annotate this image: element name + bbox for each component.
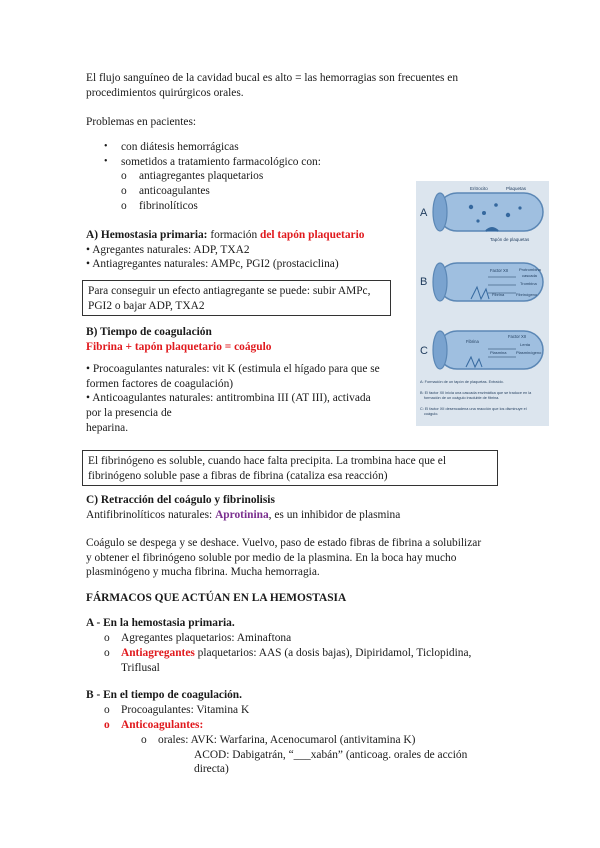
note-box-fibrinogeno <box>82 450 498 486</box>
label-fibrinogeno: Fibrinógeno <box>516 292 538 297</box>
section-b-line-2: formen factores de coagulación) <box>86 377 234 390</box>
drugs-b-title <box>86 688 242 703</box>
subbullet: o <box>104 647 110 659</box>
section-b-title: B) Tiempo de coagulación <box>86 326 212 338</box>
section-a <box>86 228 406 272</box>
section-b <box>86 325 416 435</box>
section-a-title-line <box>86 228 406 243</box>
section-a-highlight: del tapón plaquetario <box>260 229 365 241</box>
subbullet: o <box>141 734 147 746</box>
label-fibrina-b: Fibrina <box>492 292 505 297</box>
figure-label-c: C <box>420 345 428 357</box>
caption-c-1: C: El factor XII desencadena una reacción que los disminuye el <box>420 407 527 411</box>
label-tapon: Tapón de plaquetas <box>490 237 530 242</box>
label-cascada: cascada <box>522 273 537 278</box>
section-c-para-1: Coágulo se despega y se deshace. Vuelvo, paso de estado fibras de fibrina a solubilizar <box>86 537 482 550</box>
anticoagulantes-highlight: Anticoagulantes: <box>121 719 204 731</box>
figure-label-a: A <box>420 207 428 219</box>
intro-paragraph <box>86 71 506 100</box>
antiagregantes-highlight: Antiagregantes <box>121 647 195 659</box>
hemostasis-figure <box>416 181 549 426</box>
label-trombina: Trombina <box>520 281 537 286</box>
caption-b-1: B: El factor XII inicia una cascada enzimática que se traduce en la <box>420 391 532 395</box>
section-c-para-2: y obtener el fibrinógeno soluble por medio de la plasmina. En la boca hay mucho <box>86 551 457 564</box>
subitem-text: antiagregantes plaquetarios <box>139 170 264 182</box>
box1-line-2: PGI2 o bajar ADP, TXA2 <box>88 299 205 312</box>
subitem-text: fibrinolíticos <box>139 200 198 212</box>
aprotinina-highlight: Aprotinina <box>215 508 269 521</box>
drugs-b-title-text: B - En el tiempo de coagulación. <box>86 689 242 701</box>
drugs-a-item-2-text: plaquetarios: AAS (a dosis bajas), Dipiridamol, Ticlopidina, <box>194 647 472 659</box>
section-c-post: , es un inhibidor de plasmina <box>268 508 401 521</box>
problems-item-2: sometidos a tratamiento farmacológico con: <box>121 156 321 168</box>
vessel-a <box>433 193 543 231</box>
label-factor-c: Factor XII <box>508 334 527 339</box>
intro-line-2: procedimientos quirúrgicos orales. <box>86 86 244 99</box>
section-c-antifib <box>86 508 516 523</box>
drugs-b-sub-line-3: directa) <box>194 763 229 776</box>
label-plasmina: Plasmina <box>490 350 507 355</box>
problems-heading: Problemas en pacientes: <box>86 116 197 128</box>
drugs-b-sub-line-1: orales: AVK: Warfarina, Acenocumarol (antivitamina K) <box>158 734 416 746</box>
drugs-b-sub-line-2: ACOD: Dabigatrán, “___xabán” (anticoag. orales de acción <box>194 748 468 761</box>
caption-a: A: Formación de un tapón de plaquetas. Extraído. <box>420 380 504 384</box>
drugs-a-item-1-text: Agregantes plaquetarios: Aminaftona <box>121 632 292 644</box>
section-b-line-4: por la presencia de <box>86 406 172 419</box>
section-a-text: formación <box>207 229 260 241</box>
label-lenta: Lenta <box>520 342 531 347</box>
subbullet: o <box>121 200 127 212</box>
section-b-line-5: heparina. <box>86 421 129 434</box>
subitem-text: anticoagulantes <box>139 185 210 197</box>
label-fibrina-c: Fibrina <box>466 339 479 344</box>
section-b-line-3: • Anticoagulantes naturales: antitrombina III (AT III), activada <box>86 392 371 405</box>
box1-line-1: Para conseguir un efecto antiagregante se puede: subir AMPc, <box>88 285 371 297</box>
section-c-title: C) Retracción del coágulo y fibrinolisis <box>86 494 275 506</box>
section-a-title: A) Hemostasia primaria: <box>86 229 208 241</box>
drugs-heading <box>86 591 346 606</box>
subbullet: o <box>104 719 110 731</box>
box2-line-1: El fibrinógeno es soluble, cuando hace falta precipita. La trombina hace que el <box>88 455 447 467</box>
subbullet: o <box>121 185 127 197</box>
bullet-dot: • <box>104 141 108 152</box>
section-b-line-1: • Procoagulantes naturales: vit K (estimula el hígado para que se <box>86 363 380 376</box>
section-b-formula: Fibrina + tapón plaquetario = coágulo <box>86 340 272 353</box>
hemostasis-illustration <box>416 181 549 426</box>
label-plaquetas: Plaquetas <box>506 186 527 191</box>
subbullet: o <box>104 704 110 716</box>
subbullet: o <box>121 170 127 182</box>
drugs-heading-text: FÁRMACOS QUE ACTÚAN EN LA HEMOSTASIA <box>86 592 347 604</box>
section-c-pre: Antifibrinolíticos naturales: <box>86 508 216 521</box>
section-a-line-3: • Antiagregantes naturales: AMPc, PGI2 (prostaciclina) <box>86 258 339 271</box>
label-protrombina: Protrombina <box>519 267 541 272</box>
caption-c-2: coágulo. <box>424 412 439 416</box>
drugs-a-title-text: A - En la hemostasia primaria. <box>86 617 235 629</box>
label-plasminogeno: Plasminógeno <box>516 350 542 355</box>
drugs-a-item-2-line-2: Triflusal <box>121 661 160 674</box>
subbullet: o <box>104 632 110 644</box>
caption-b-2: formación de un coágulo insoluble de fibrina. <box>424 396 500 400</box>
figure-label-b: B <box>420 276 428 288</box>
drugs-a-title <box>86 616 235 631</box>
box2-line-2: fibrinógeno soluble pase a fibras de fibrina (cataliza esa reacción) <box>88 469 388 482</box>
intro-line-1: El flujo sanguíneo de la cavidad bucal es alto = las hemorragias son frecuentes en <box>86 72 459 84</box>
note-box-antiagregante <box>82 280 391 316</box>
drugs-b-item-1-text: Procoagulantes: Vitamina K <box>121 704 250 716</box>
section-c <box>86 493 516 580</box>
label-factor-b: Factor XII <box>490 268 509 273</box>
problems-item-1: con diátesis hemorrágicas <box>121 141 239 153</box>
section-a-line-2: • Agregantes naturales: ADP, TXA2 <box>86 243 250 256</box>
bullet-dot: • <box>104 156 108 167</box>
label-eritrocito: Eritrocito <box>470 186 488 191</box>
section-c-para-3: plasminógeno y mucha fibrina. Mucha hemorragia. <box>86 566 320 579</box>
